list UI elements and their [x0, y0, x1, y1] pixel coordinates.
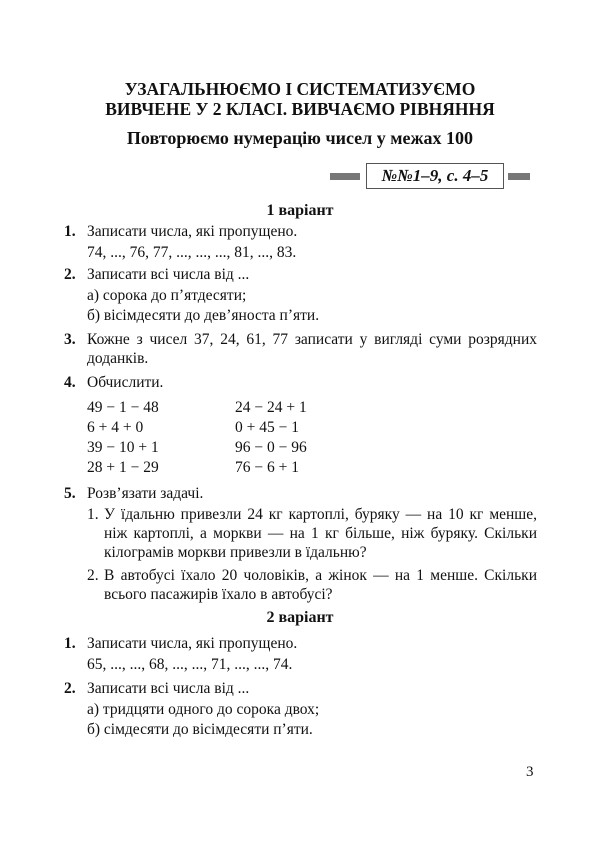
- v1-task5-text: Розв’язати задачі.: [87, 485, 204, 502]
- v1-task3-line2: доданків.: [87, 350, 149, 367]
- v1-task1-text: Записати числа, які пропущено.: [87, 223, 298, 240]
- v1-task2-text: Записати всі числа від ...: [87, 266, 250, 283]
- v1-problem1-line1: У їдальню привезли 24 кг картоплі, буряку — на 10 кг менше,: [104, 506, 537, 523]
- reference-label: №№1–9, с. 4–5: [366, 163, 504, 189]
- v2-task2-number: 2.: [64, 680, 76, 697]
- chapter-title-line2: ВИВЧЕНЕ У 2 КЛАСІ. ВИВЧАЄМО РІВНЯННЯ: [105, 99, 495, 119]
- variant-1-heading: 1 варіант: [266, 202, 334, 219]
- chapter-title-line1: УЗАГАЛЬНЮЄМО І СИСТЕМАТИЗУЄМО: [124, 79, 476, 99]
- v1-task5-number: 5.: [64, 485, 76, 502]
- v1-task2-option-b: б) вісімдесяти до дев’яноста п’яти.: [87, 307, 320, 324]
- reference-bar-right: [508, 173, 530, 180]
- v1-problem1-line3: кілограмів моркви привезли в їдальню?: [104, 544, 367, 561]
- v2-task1-text: Записати числа, які пропущено.: [87, 635, 298, 652]
- variant-2-heading: 2 варіант: [266, 609, 334, 626]
- v1-task4-text: Обчислити.: [87, 374, 164, 391]
- v1-task3-line1: Кожне з чисел 37, 24, 61, 77 записати у вигляді суми розрядних: [87, 331, 537, 348]
- v1-task4-expr-left-3: 39 − 10 + 1: [87, 439, 159, 456]
- v2-task2-text: Записати всі числа від ...: [87, 680, 250, 697]
- textbook-reference: [330, 163, 540, 189]
- v1-problem2-line2: всього пасажирів їхало в автобусі?: [104, 586, 333, 603]
- v2-task2-option-a: а) тридцяти одного до сорока двох;: [87, 701, 320, 718]
- v1-task1-sequence: 74, ..., 76, 77, ..., ..., ..., 81, ..., 83.: [87, 244, 297, 261]
- v2-task2-option-b: б) сімдесяти до вісімдесяти п’яти.: [87, 721, 313, 738]
- v1-task4-expr-right-2: 0 + 45 − 1: [235, 419, 299, 436]
- v1-task4-expr-right-3: 96 − 0 − 96: [235, 439, 307, 456]
- v1-task2-option-a: а) сорока до п’ятдесяти;: [87, 287, 247, 304]
- v1-task3-number: 3.: [64, 331, 76, 348]
- v1-task2-number: 2.: [64, 266, 76, 283]
- v1-problem1-line2: ніж картоплі, а моркви — на 1 кг більше, ніж буряку. Скільки: [104, 525, 537, 542]
- v1-problem1-number: 1.: [87, 506, 99, 523]
- v1-task4-expr-left-1: 49 − 1 − 48: [87, 399, 159, 416]
- v2-task1-sequence: 65, ..., ..., 68, ..., ..., 71, ..., ..., 74.: [87, 656, 293, 673]
- v1-task4-expr-left-4: 28 + 1 − 29: [87, 459, 159, 476]
- reference-bar-left: [330, 173, 360, 180]
- v1-task4-expr-right-4: 76 − 6 + 1: [235, 459, 299, 476]
- v1-task4-number: 4.: [64, 374, 76, 391]
- section-subtitle: Повторюємо нумерацію чисел у межах 100: [126, 128, 474, 148]
- page-number: 3: [526, 764, 534, 780]
- v1-problem2-number: 2.: [87, 567, 99, 584]
- v1-problem2-line1: В автобусі їхало 20 чоловіків, а жінок — на 1 менше. Скільки: [104, 567, 537, 584]
- v1-task4-expr-left-2: 6 + 4 + 0: [87, 419, 144, 436]
- v1-task1-number: 1.: [64, 223, 76, 240]
- v1-task4-expr-right-1: 24 − 24 + 1: [235, 399, 307, 416]
- v2-task1-number: 1.: [64, 635, 76, 652]
